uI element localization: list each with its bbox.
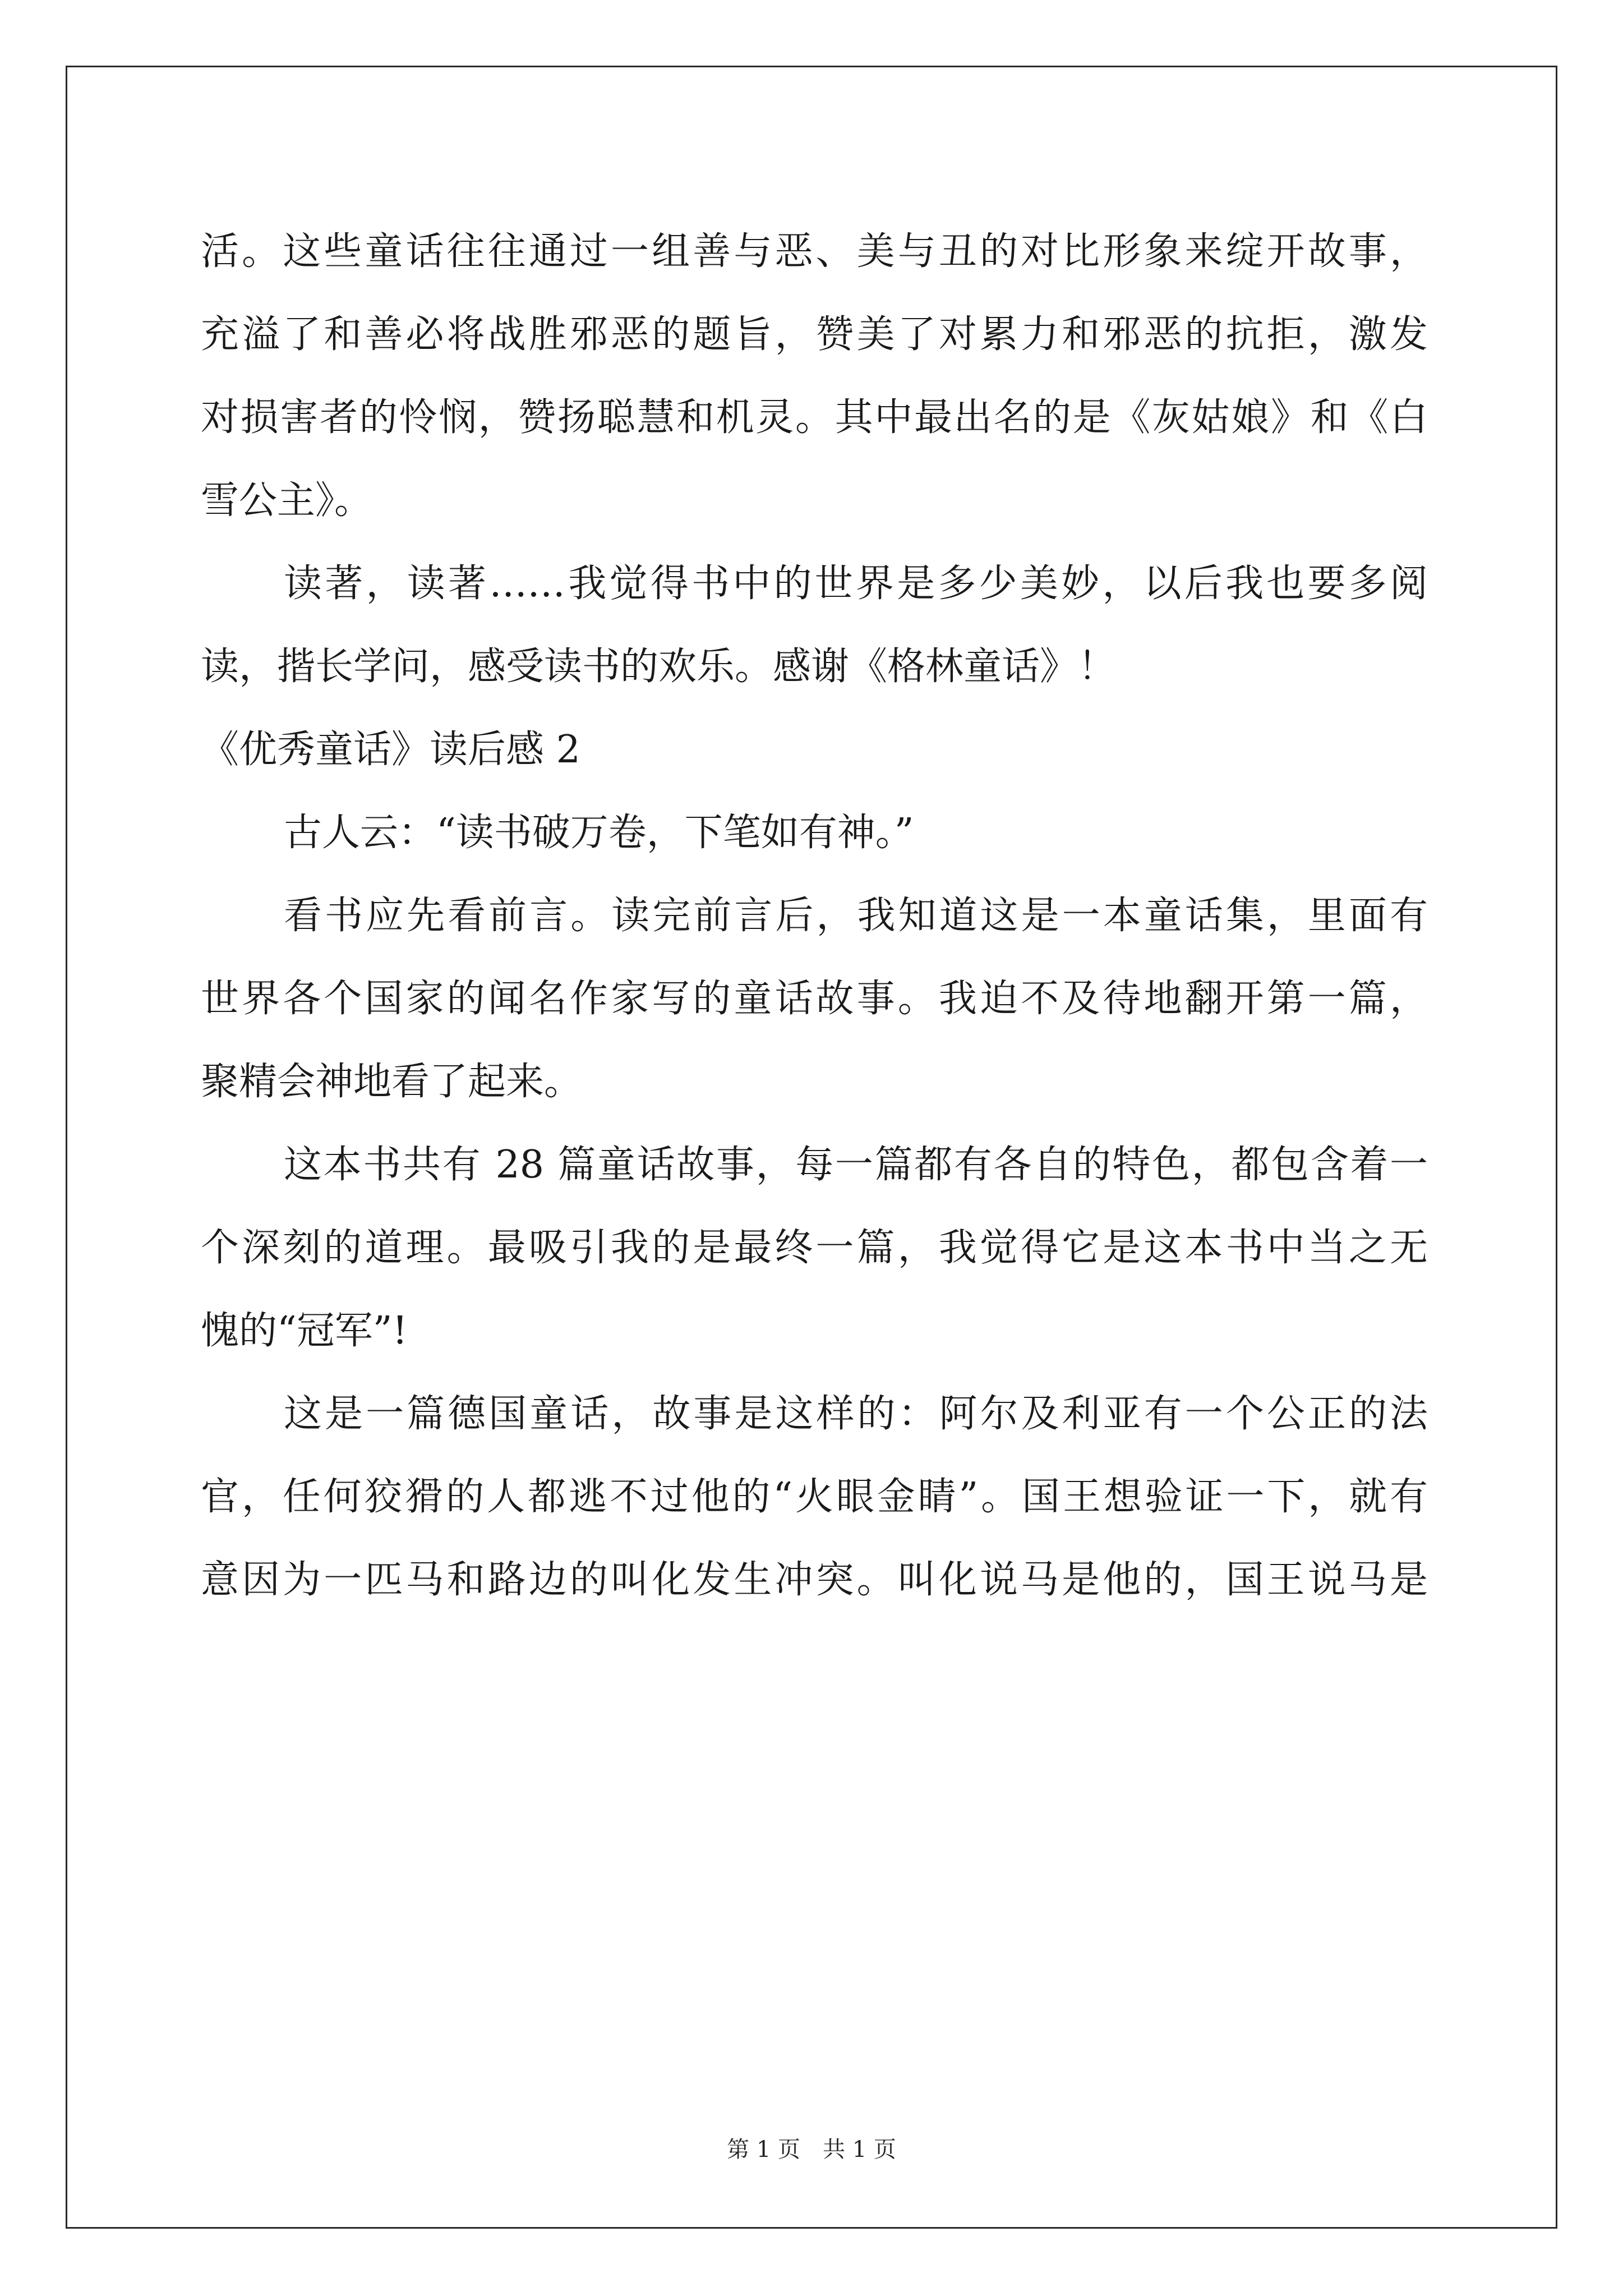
text-line: 意因为一匹马和路边的叫化发生冲突。叫化说马是他的，国王说马是 <box>201 1558 1428 1602</box>
text-line: 读著，读著……我觉得书中的世界是多少美妙，以后我也要多阅 <box>284 562 1428 606</box>
text-line: 官，任何狡猾的人都逃不过他的“火眼金睛”。国王想验证一下，就有 <box>201 1475 1428 1519</box>
text-line: 愧的“冠军”! <box>201 1309 408 1353</box>
text-line: 世界各个国家的闻名作家写的童话故事。我迫不及待地翻开第一篇， <box>201 977 1428 1021</box>
text-line: 雪公主》。 <box>201 478 373 523</box>
text-line: 看书应先看前言。读完前言后，我知道这是一本童话集，里面有 <box>284 894 1428 938</box>
text-line: 聚精会神地看了起来。 <box>201 1060 583 1104</box>
section-heading: 《优秀童话》读后感 2 <box>201 728 580 772</box>
document-body <box>201 210 1428 1622</box>
text-line: 读，揩长学问，感受读书的欢乐。感谢《格林童话》！ <box>201 645 1117 689</box>
text-line: 这本书共有 28 篇童话故事，每一篇都有各自的特色，都包含着一 <box>284 1143 1428 1187</box>
text-line: 活。这些童话往往通过一组善与恶、美与丑的对比形象来绽开故事， <box>201 229 1428 274</box>
text-line: 个深刻的道理。最吸引我的是最终一篇，我觉得它是这本书中当之无 <box>201 1226 1428 1270</box>
text-line: 这是一篇德国童话，故事是这样的：阿尔及利亚有一个公正的法 <box>284 1392 1428 1436</box>
text-line: 充溢了和善必将战胜邪恶的题旨，赞美了对累力和邪恶的抗拒，激发 <box>201 312 1428 357</box>
text-line: 对损害者的怜悯，赞扬聪慧和机灵。其中最出名的是《灰姑娘》和《白 <box>201 395 1428 440</box>
page-number-footer: 第 1 页 共 1 页 <box>727 2137 896 2162</box>
text-line: 古人云：“读书破万卷，下笔如有神。” <box>284 811 914 855</box>
